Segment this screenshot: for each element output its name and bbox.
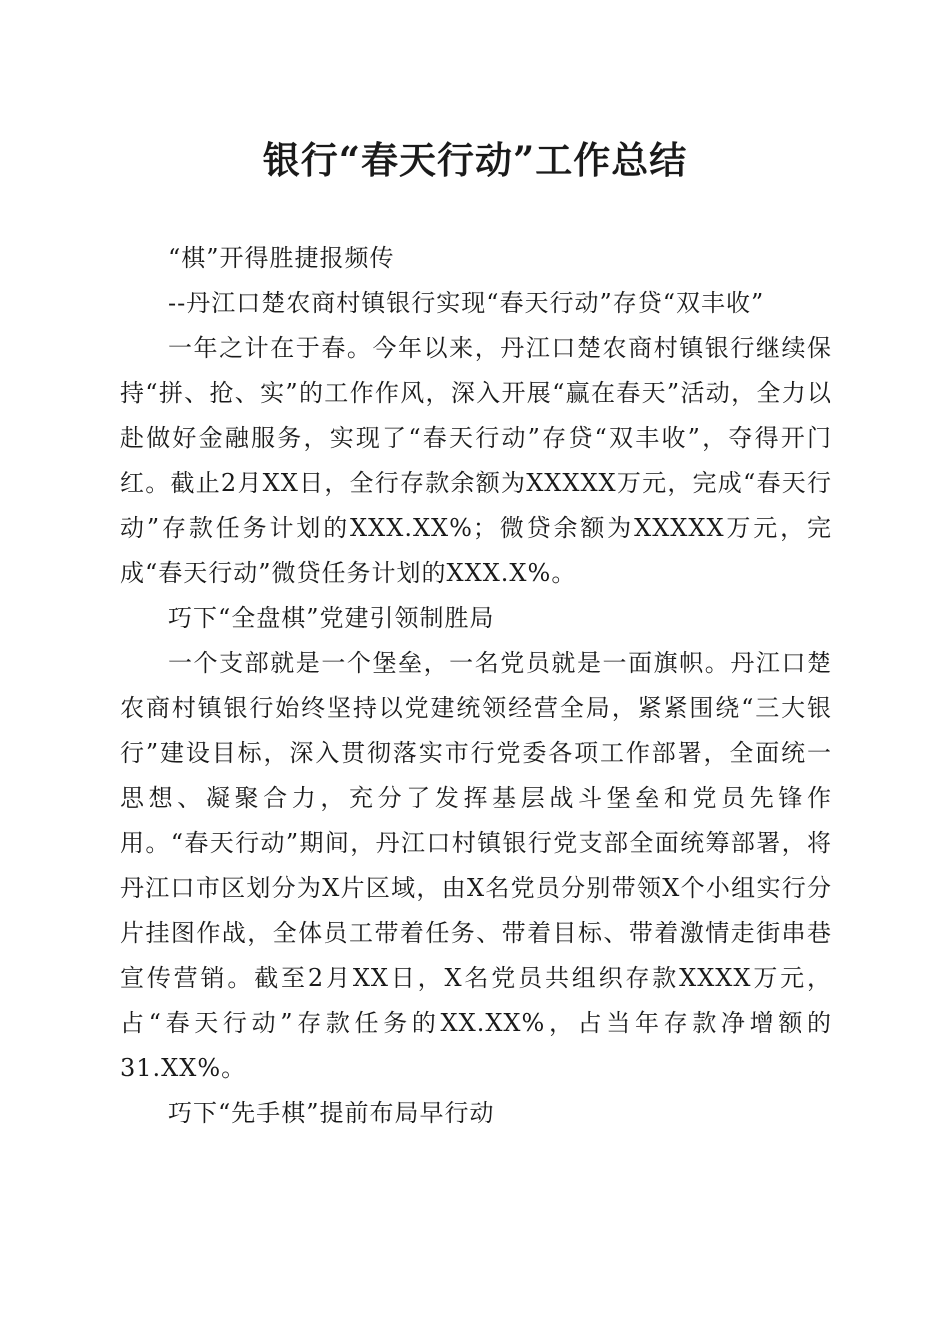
document-body xyxy=(120,236,832,1136)
section-heading-early-action: 巧下“先手棋”提前布局早行动 xyxy=(168,1099,495,1127)
document-title: 银行“春天行动”工作总结 xyxy=(262,138,688,182)
section-heading-party-building: 巧下“全盘棋”党建引领制胜局 xyxy=(168,604,495,632)
paragraph-intro: 一年之计在于春。今年以来，丹江口楚农商村镇银行继续保持“拼、抢、实”的工作作风，深入开展“赢在春天”活动，全力以赴做好金融服务，实现了“春天行动”存贷“双丰收”，夺得开门红。截止2月XX日，全行存款余额为XXXXX万元，完成“春天行动”存款任务计划的XXX.XX%；微贷余额为XXXXX万元，完成“春天行动”微贷任务计划的XXX.X%。 xyxy=(120,334,832,587)
paragraph-party-building: 一个支部就是一个堡垒，一名党员就是一面旗帜。丹江口楚农商村镇银行始终坚持以党建统领经营全局，紧紧围绕“三大银行”建设目标，深入贯彻落实市行党委各项工作部署，全面统一思想、凝聚合力，充分了发挥基层战斗堡垒和党员先锋作用。“春天行动”期间，丹江口村镇银行党支部全面统筹部署，将丹江口市区划分为X片区域，由X名党员分别带领X个小组实行分片挂图作战，全体员工带着任务、带着目标、带着激情走街串巷宣传营销。截至2月XX日，X名党员共组织存款XXXX万元，占“春天行动”存款任务的XX.XX%，占当年存款净增额的31.XX%。 xyxy=(120,649,832,1082)
subtitle-line-2: --丹江口楚农商村镇银行实现“春天行动”存贷“双丰收” xyxy=(168,289,765,317)
subtitle-line-1: “棋”开得胜捷报频传 xyxy=(168,244,395,272)
